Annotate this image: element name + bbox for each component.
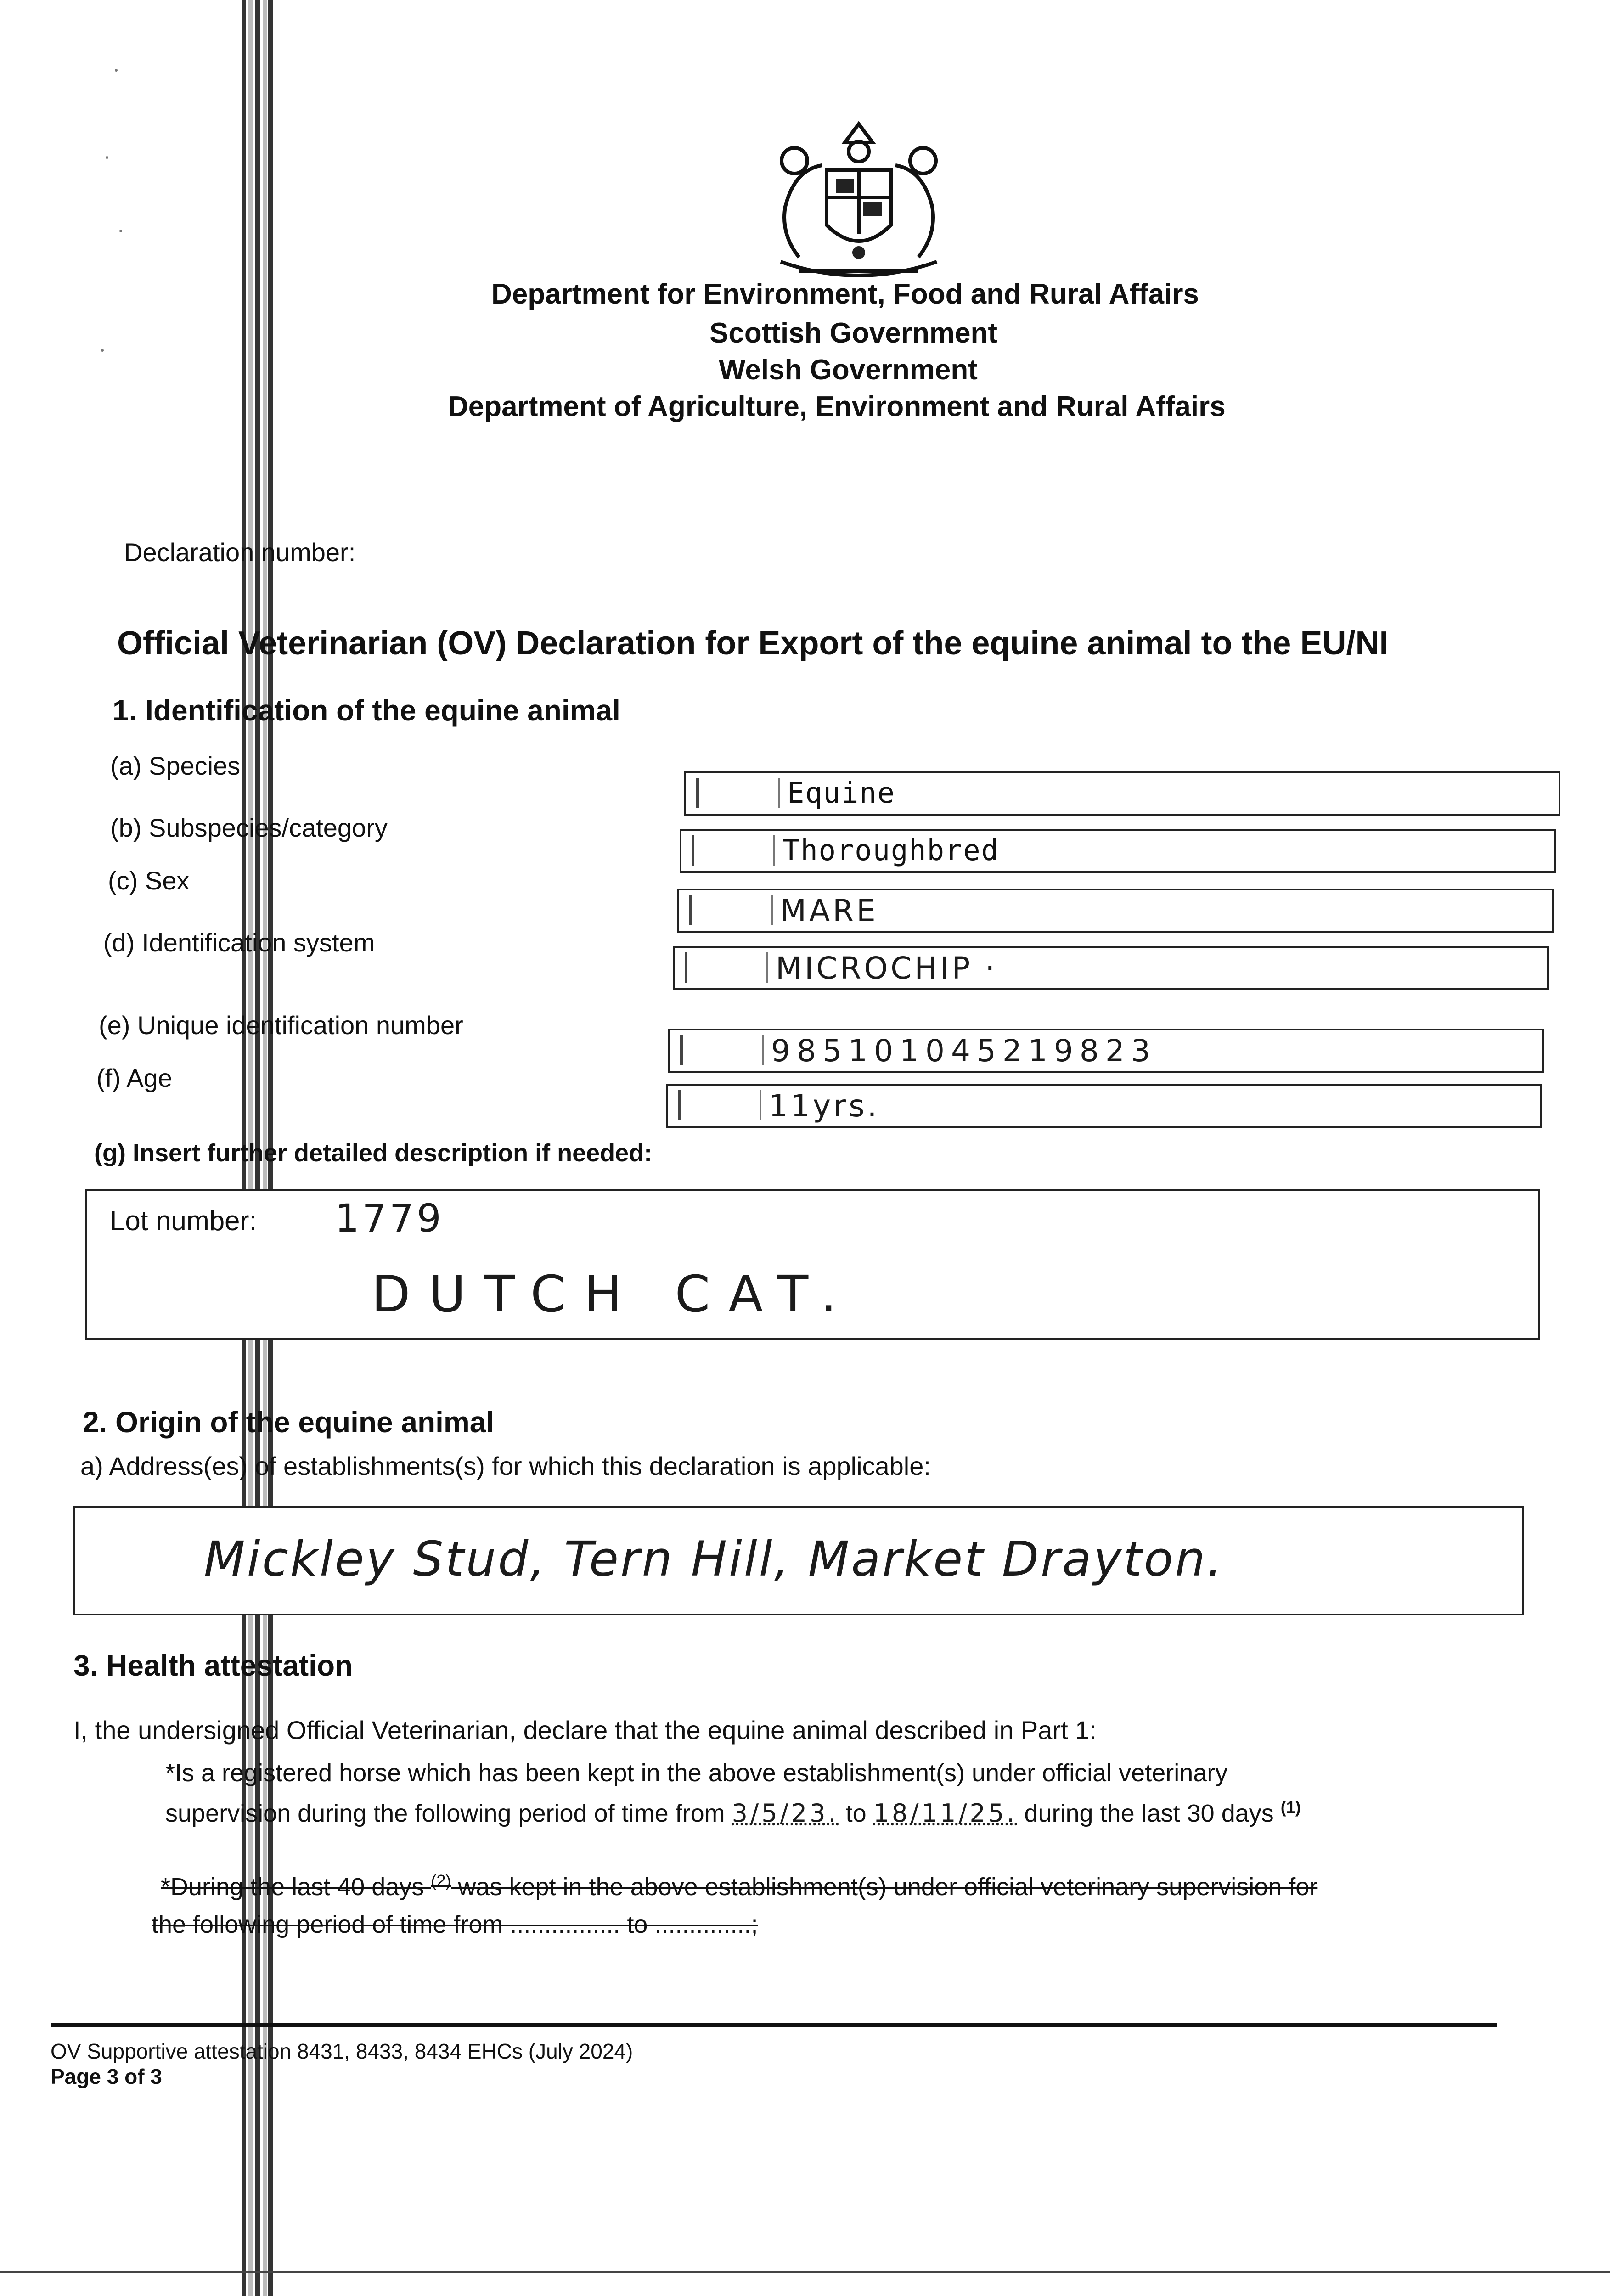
species-label: (a) Species: [110, 751, 241, 780]
description-value: DUTCH CAT.: [372, 1265, 856, 1323]
further-description-label: (g) Insert further detailed description if needed:: [94, 1139, 653, 1167]
identification-system-field[interactable]: [673, 946, 1549, 990]
clause1-text-a: supervision during the following period of time from: [165, 1800, 725, 1827]
scan-speck: [101, 349, 104, 352]
scan-speck: [119, 230, 122, 232]
sex-field[interactable]: [677, 889, 1554, 933]
subspecies-label: (b) Subspecies/category: [110, 813, 388, 842]
identification-system-label: (d) Identification system: [103, 928, 375, 957]
footer-page-number: Page 3 of 3: [51, 2065, 162, 2088]
subspecies-field[interactable]: [680, 829, 1556, 873]
lot-number-value: 1779: [335, 1196, 444, 1241]
sex-value: MARE: [780, 893, 878, 929]
scan-speck: [106, 156, 108, 159]
section2-heading: 2. Origin of the equine animal: [83, 1406, 495, 1439]
lot-number-label: Lot number:: [110, 1205, 257, 1236]
age-label: (f) Age: [96, 1064, 172, 1092]
footnote-1: (1): [1280, 1798, 1301, 1817]
royal-coat-of-arms-icon: [753, 115, 964, 289]
declaration-number-label: Declaration number:: [124, 538, 356, 567]
identification-system-value: MICROCHIP ·: [776, 951, 998, 986]
clause1-line1: *Is a registered horse which has been kept in the above establishment(s) under official veterinary: [165, 1759, 1228, 1787]
age-value: 11yrs.: [769, 1088, 880, 1124]
department-welsh-gov: Welsh Government: [719, 354, 978, 386]
clause2-text-a: *During the last 40 days: [161, 1873, 424, 1901]
department-daera: Department of Agriculture, Environment and Rural Affairs: [448, 391, 1226, 422]
clause1-text-c: during the last 30 days: [1024, 1800, 1274, 1827]
date-from-value[interactable]: 3/5/23.: [732, 1799, 839, 1828]
sex-label: (c) Sex: [108, 866, 190, 895]
unique-id-field[interactable]: [668, 1029, 1544, 1073]
clause2-line2: the following period of time from ................ to ..............;: [152, 1911, 758, 1938]
scan-edge: [0, 2271, 1610, 2273]
page-title: Official Veterinarian (OV) Declaration for Export of the equine animal to the EU/NI: [117, 625, 1389, 662]
footnote-2: (2): [431, 1871, 451, 1890]
subspecies-value: Thoroughbred: [782, 833, 999, 867]
footer-rule: [51, 2023, 1497, 2027]
age-field[interactable]: [666, 1084, 1542, 1128]
unique-id-label: (e) Unique identification number: [99, 1011, 463, 1040]
department-scottish-gov: Scottish Government: [709, 317, 997, 349]
date-to-value[interactable]: 18/11/25.: [873, 1799, 1018, 1828]
unique-id-value: 985101045219823: [771, 1033, 1157, 1069]
further-description-box[interactable]: [85, 1189, 1540, 1340]
clause1-line2: [165, 1798, 1301, 1828]
address-label: a) Address(es) of establishments(s) for which this declaration is applicable:: [80, 1452, 931, 1480]
clause2-line1: [161, 1871, 1317, 1901]
section3-heading: 3. Health attestation: [73, 1649, 353, 1682]
species-field[interactable]: [684, 771, 1560, 816]
footer-attestation: OV Supportive attestation 8431, 8433, 8434 EHCs (July 2024): [51, 2039, 633, 2063]
department-defra: Department for Environment, Food and Rural Affairs: [491, 278, 1199, 310]
section1-heading: 1. Identification of the equine animal: [113, 694, 620, 727]
address-value: Mickley Stud, Tern Hill, Market Drayton.: [204, 1531, 1224, 1587]
clause1-text-b: to: [845, 1800, 867, 1827]
health-intro: I, the undersigned Official Veterinarian, declare that the equine animal described in Part 1:: [73, 1716, 1097, 1745]
scan-speck: [115, 69, 118, 72]
species-value: Equine: [787, 776, 895, 810]
clause2-text-b: was kept in the above establishment(s) under official veterinary supervision for: [458, 1873, 1318, 1901]
address-box[interactable]: [73, 1506, 1524, 1615]
